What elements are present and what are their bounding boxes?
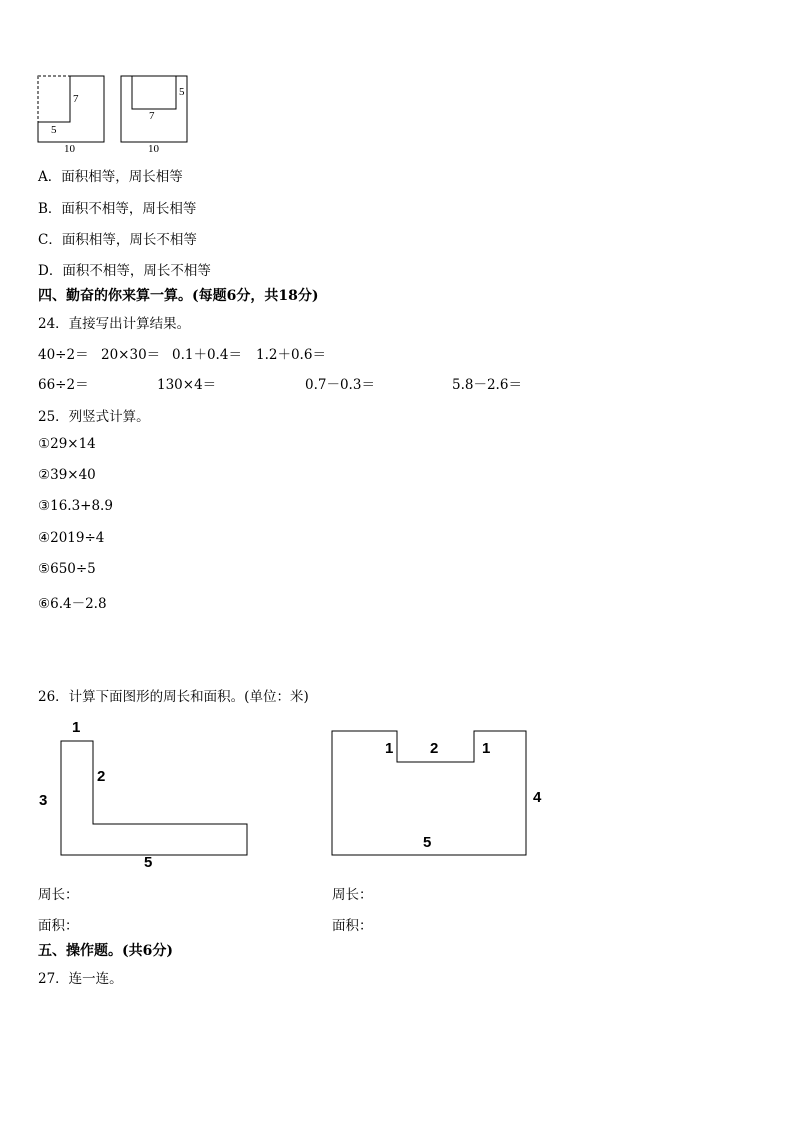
q25-item-5: ⑤650÷5 bbox=[38, 561, 96, 577]
q25-prompt: 25．列竖式计算。 bbox=[38, 409, 150, 425]
q26-fig1-label-5: 5 bbox=[144, 854, 153, 871]
q24-row2-item1: 66÷2＝ bbox=[38, 377, 89, 393]
q24-row1-item3: 0.1＋0.4＝ bbox=[172, 347, 242, 363]
q26-l-shape bbox=[61, 741, 247, 855]
q24-row2-item2: 130×4＝ bbox=[157, 377, 217, 393]
q24-row1-item4: 1.2＋0.6＝ bbox=[256, 347, 326, 363]
q24-row2-item3: 0.7－0.3＝ bbox=[305, 377, 375, 393]
q25-item-1: ①29×14 bbox=[38, 436, 96, 452]
q26-fig2-label-2: 2 bbox=[430, 740, 439, 757]
q26-fig2-label-1b: 1 bbox=[482, 740, 491, 757]
q26-fig1-perimeter-label: 周长： bbox=[38, 887, 79, 903]
q24-row2-item4: 5.8－2.6＝ bbox=[452, 377, 522, 393]
q26-fig1-label-3: 3 bbox=[39, 792, 48, 809]
q26-fig1-label-1: 1 bbox=[72, 719, 81, 736]
q26-fig1-label-2: 2 bbox=[97, 768, 106, 785]
q23-right-label-7: 7 bbox=[149, 110, 155, 122]
q26-fig2-label-4: 4 bbox=[533, 789, 542, 806]
q23-option-c: C．面积相等，周长不相等 bbox=[38, 232, 197, 248]
q25-item-6: ⑥6.4－2.8 bbox=[38, 596, 107, 612]
q26-fig1-area-label: 面积： bbox=[38, 918, 79, 934]
q27-prompt: 27．连一连。 bbox=[38, 971, 123, 987]
q23-option-d: D．面积不相等，周长不相等 bbox=[38, 263, 211, 279]
section5-title: 五、操作题。(共6分) bbox=[38, 943, 173, 959]
q23-left-label-7: 7 bbox=[73, 93, 79, 105]
q25-item-3: ③16.3+8.9 bbox=[38, 498, 113, 514]
q23-left-label-5: 5 bbox=[51, 124, 57, 136]
q24-prompt: 24．直接写出计算结果。 bbox=[38, 316, 191, 332]
q26-fig2-label-1a: 1 bbox=[385, 740, 394, 757]
q24-row1-item1: 40÷2＝ bbox=[38, 347, 89, 363]
q26-fig2-area-label: 面积： bbox=[332, 918, 373, 934]
q24-row1-item2: 20×30＝ bbox=[101, 347, 161, 363]
q26-fig2-perimeter-label: 周长： bbox=[332, 887, 373, 903]
q26-fig2-label-5: 5 bbox=[423, 834, 432, 851]
section4-title: 四、勤奋的你来算一算。(每题6分，共18分) bbox=[38, 288, 319, 304]
q26-prompt: 26．计算下面图形的周长和面积。(单位：米) bbox=[38, 689, 309, 705]
q23-option-b: B．面积不相等，周长相等 bbox=[38, 201, 197, 217]
q25-item-4: ④2019÷4 bbox=[38, 530, 105, 546]
q25-item-2: ②39×40 bbox=[38, 467, 96, 483]
q23-left-label-10: 10 bbox=[64, 143, 75, 155]
q23-right-label-10: 10 bbox=[148, 143, 159, 155]
q23-option-a: A．面积相等，周长相等 bbox=[38, 169, 183, 185]
q23-right-label-5: 5 bbox=[179, 86, 185, 98]
